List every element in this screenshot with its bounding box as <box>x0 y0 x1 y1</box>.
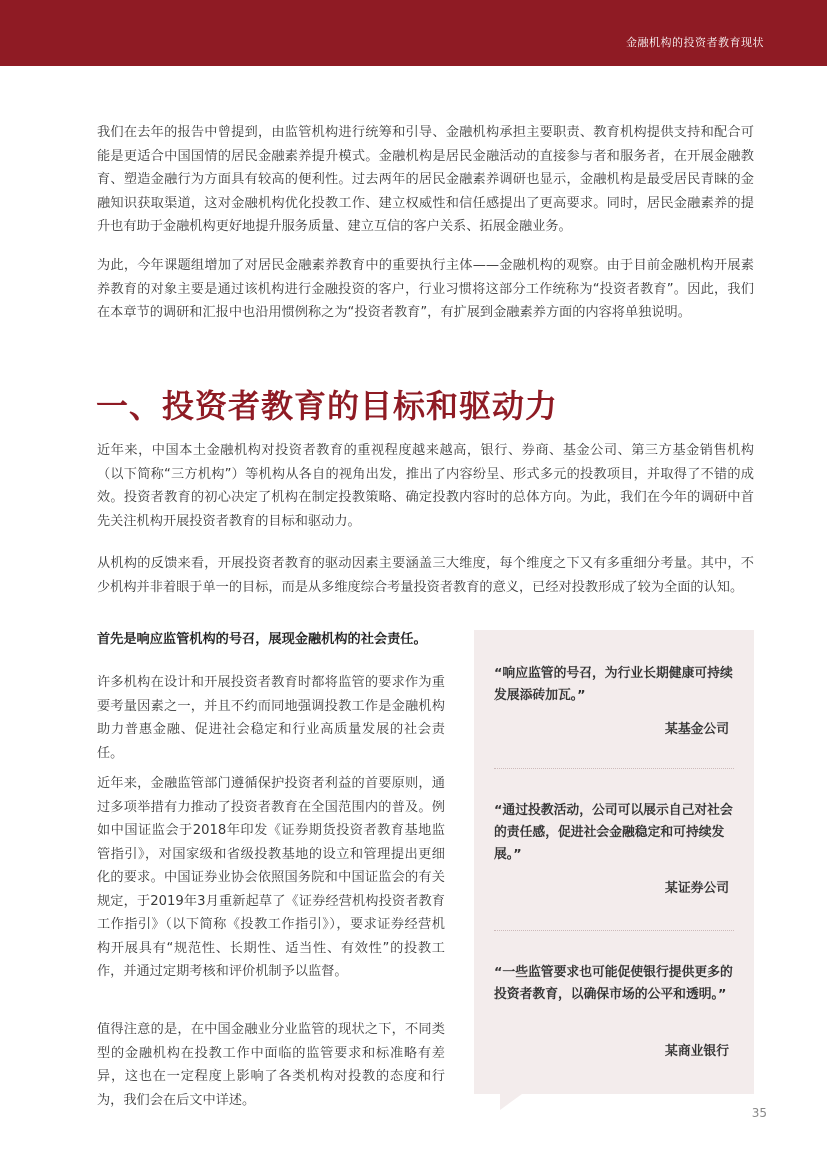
quote-3-text: “一些监管要求也可能促使银行提供更多的投资者教育，以确保市场的公平和透明。” <box>494 965 733 1002</box>
page-number: 35 <box>751 1106 767 1120</box>
quote-panel-tail <box>500 1094 522 1110</box>
column-paragraph-2: 近年来，金融监管部门遵循保护投资者利益的首要原则，通过多项举措有力推动了投资者教育在全国范围内的普及。例如中国证监会于2018年印发《证券期货投资者教育基地监管指引》，对国家级和省级投教基地的设立和管理提出更细化的要求。中国证券业协会依照国务院和中国证监会的有关规定，于2019年3月重新起草了《证券经营机构投资者教育工作指引》（以下简称《投教工作指引》），要求证券经营机构开展具有“规范性、长期性、适当性、有效性”的投教工作，并通过定期考核和评价机制予以监督。 <box>97 776 445 979</box>
quote-3-source: 某商业银行 <box>665 1044 729 1059</box>
quote-divider <box>494 930 734 931</box>
intro-paragraph-1: 我们在去年的报告中曾提到，由监管机构进行统筹和引导、金融机构承担主要职责、教育机构提供支持和配合可能是更适合中国国情的居民金融素养提升模式。金融机构是居民金融活动的直接参与者和服务者，在开展金融教育、塑造金融行为方面具有较高的便利性。过去两年的居民金融素养调研也显示，金融机构是最受居民青睐的金融知识获取渠道，这对金融机构优化投教工作、建立权威性和信任感提出了更高要求。同时，居民金融素养的提升也有助于金融机构更好地提升服务质量、建立互信的客户关系、拓展金融业务。 <box>97 125 754 234</box>
quote-1-source: 某基金公司 <box>665 722 729 737</box>
section-heading: 一、投资者教育的目标和驱动力 <box>96 387 559 425</box>
section-paragraph-1: 近年来，中国本土金融机构对投资者教育的重视程度越来越高，银行、券商、基金公司、第三方基金销售机构（以下简称“三方机构”）等机构从各自的视角出发，推出了内容纷呈、形式多元的投教项目，并取得了不错的成效。投资者教育的初心决定了机构在制定投教策略、确定投教内容时的总体方向。为此，我们在今年的调研中首先关注机构开展投资者教育的目标和驱动力。 <box>97 443 754 529</box>
quote-2-text: “通过投教活动，公司可以展示自己对社会的责任感，促进社会金融稳定和可持续发展。” <box>494 803 733 862</box>
header-bar <box>0 0 827 66</box>
column-paragraph-3: 值得注意的是，在中国金融业分业监管的现状之下，不同类型的金融机构在投教工作中面临的监管要求和标准略有差异，这也在一定程度上影响了各类机构对投教的态度和行为，我们会在后文中详述。 <box>97 1022 445 1108</box>
quote-2-source: 某证券公司 <box>665 881 729 896</box>
intro-paragraph-2: 为此，今年课题组增加了对居民金融素养教育中的重要执行主体——金融机构的观察。由于目前金融机构开展素养教育的对象主要是通过该机构进行金融投资的客户，行业习惯将这部分工作统称为“投资者教育”。因此，我们在本章节的调研和汇报中也沿用惯例称之为“投资者教育”，有扩展到金融素养方面的内容将单独说明。 <box>97 258 754 320</box>
quote-divider <box>494 768 734 769</box>
column-paragraph-1: 许多机构在设计和开展投资者教育时都将监管的要求作为重要考量因素之一，并且不约而同地强调投教工作是金融机构助力普惠金融、促进社会稳定和行业高质量发展的社会责任。 <box>97 675 445 761</box>
column-subheading: 首先是响应监管机构的号召，展现金融机构的社会责任。 <box>97 632 427 647</box>
quote-1-text: “响应监管的号召，为行业长期健康可持续发展添砖加瓦。” <box>494 666 733 703</box>
header-title: 金融机构的投资者教育现状 <box>626 36 764 49</box>
section-paragraph-2: 从机构的反馈来看，开展投资者教育的驱动因素主要涵盖三大维度，每个维度之下又有多重细分考量。其中，不少机构并非着眼于单一的目标，而是从多维度综合考量投资者教育的意义，已经对投教形成了较为全面的认知。 <box>97 556 754 595</box>
